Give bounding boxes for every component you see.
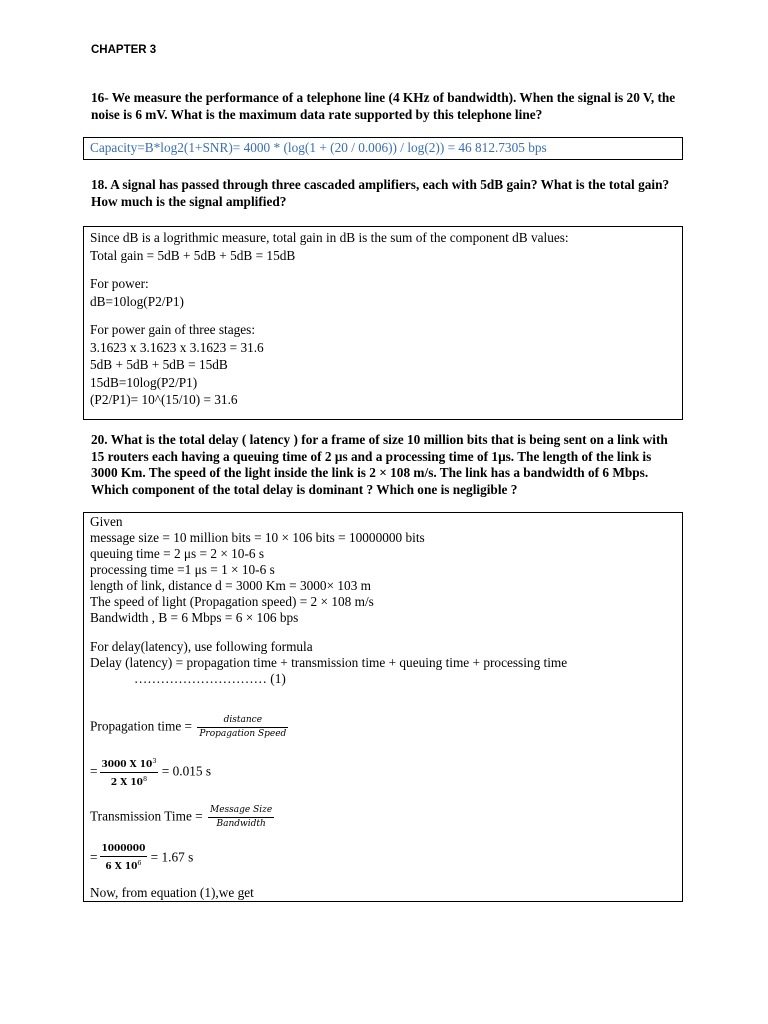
fraction-denominator: Propagation Speed bbox=[199, 729, 287, 739]
fraction-denominator: 6 X 10 bbox=[105, 862, 138, 872]
answer-18-line: Since dB is a logrithmic measure, total gain in dB is the sum of the component dB values: bbox=[90, 230, 569, 245]
propagation-result: = 0.015 s bbox=[161, 763, 212, 779]
propagation-label: Propagation time = bbox=[90, 718, 193, 734]
answer-18-line: For power: bbox=[90, 276, 149, 291]
answer-18-box bbox=[83, 226, 683, 420]
fraction-numerator: 1000000 bbox=[101, 844, 146, 854]
propagation-calc-fraction bbox=[100, 756, 159, 789]
transmission-fraction bbox=[208, 805, 274, 830]
answer-18-line: 5dB + 5dB + 5dB = 15dB bbox=[90, 357, 228, 372]
answer-18-line: dB=10log(P2/P1) bbox=[90, 293, 184, 309]
fraction-numerator: 3000 X 10 bbox=[101, 760, 153, 770]
answer-16-text: Capacity=B*log2(1+SNR)= 4000 * (log(1 + (20 / 0.006)) / log(2)) = 46 812.7305 bps bbox=[90, 140, 547, 155]
transmission-result: = 1.67 s bbox=[150, 849, 194, 865]
given-line: queuing time = 2 μs = 2 × 10-6 s bbox=[90, 546, 265, 561]
given-line: Given bbox=[90, 514, 123, 529]
question-20: 20. What is the total delay ( latency ) for a frame of size 10 million bits that is being sent on a link with 15 routers each having a queuing time of 2 μs and a processing time of 1μs. The length of the link is 3000 Km. The speed of the light inside the link is 2 × 108 m/s. The link has a bandwidth of 6 Mbps. Which component of the total delay is dominant ? Which one is negligible ? bbox=[91, 432, 668, 497]
answer-18-line: For power gain of three stages: bbox=[90, 322, 256, 337]
question-18: 18. A signal has passed through three cascaded amplifiers, each with 5dB gain? What is the total gain? How much is the signal amplified? bbox=[91, 177, 670, 209]
given-line: The speed of light (Propagation speed) = 2 × 108 m/s bbox=[90, 594, 374, 609]
transmission-formula bbox=[90, 805, 676, 830]
formula-intro: For delay(latency), use following formula bbox=[90, 639, 313, 654]
given-line: length of link, distance d = 3000 Km = 3000× 103 m bbox=[90, 578, 372, 593]
equation-ref: ………………………… (1) bbox=[134, 671, 286, 686]
transmission-label: Transmission Time = bbox=[90, 808, 203, 824]
given-line: message size = 10 million bits = 10 × 106 bits = 10000000 bits bbox=[90, 530, 425, 545]
answer-16-box bbox=[83, 137, 683, 160]
final-line: Now, from equation (1),we get bbox=[90, 885, 254, 900]
delay-formula: Delay (latency) = propagation time + transmission time + queuing time + processing time bbox=[90, 655, 568, 670]
propagation-formula bbox=[90, 715, 676, 740]
given-line: processing time =1 μs = 1 × 10-6 s bbox=[90, 562, 275, 577]
answer-20-box bbox=[83, 512, 683, 902]
fraction-denominator: 2 X 10 bbox=[110, 778, 143, 788]
answer-18-line: 3.1623 x 3.1623 x 3.1623 = 31.6 bbox=[90, 339, 264, 355]
transmission-calc-fraction bbox=[100, 844, 148, 873]
exponent: 6 bbox=[137, 859, 142, 867]
fraction-denominator: Bandwidth bbox=[216, 819, 266, 829]
exponent: 8 bbox=[142, 775, 148, 783]
fraction-numerator: distance bbox=[197, 715, 288, 728]
propagation-fraction bbox=[197, 715, 288, 740]
chapter-heading: CHAPTER 3 bbox=[91, 44, 157, 56]
exponent: 3 bbox=[152, 757, 157, 765]
given-line: Bandwidth , B = 6 Mbps = 6 × 106 bps bbox=[90, 610, 299, 625]
answer-18-line: (P2/P1)= 10^(15/10) = 31.6 bbox=[90, 392, 238, 407]
answer-18-line: Total gain = 5dB + 5dB + 5dB = 15dB bbox=[90, 247, 296, 263]
fraction-numerator: Message Size bbox=[208, 805, 274, 818]
answer-18-line: 15dB=10log(P2/P1) bbox=[90, 374, 198, 390]
propagation-calculation: = $\frac{3000 X 10^3}{2 X 10^8}$ = 0.015 s bbox=[90, 757, 212, 788]
question-16: 16- We measure the performance of a telephone line (4 KHz of bandwidth). When the signal is 20 V, the noise is 6 mV. What is the maximum data rate supported by this telephone line? bbox=[91, 90, 676, 122]
transmission-calculation: = $\frac{1000000}{6 X 10^6}$ = 1.67 s bbox=[90, 844, 194, 872]
